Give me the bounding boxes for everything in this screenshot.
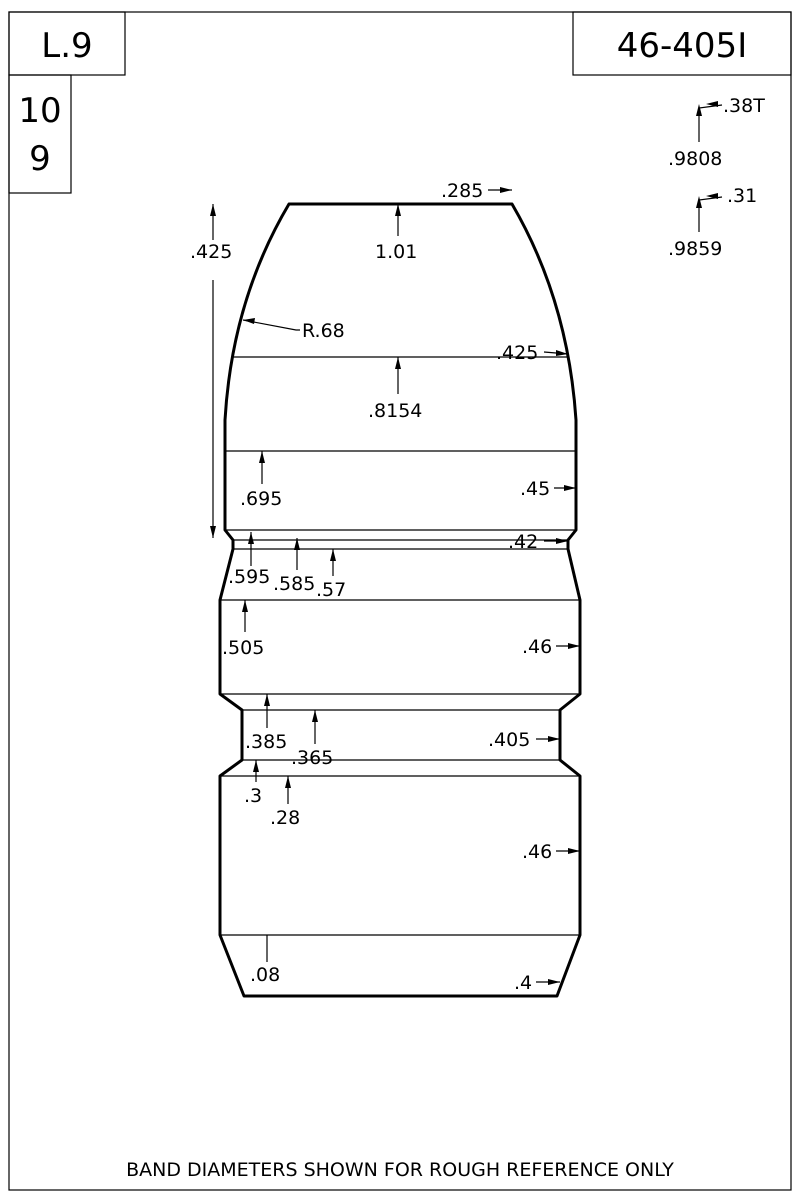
band2-dia-label: .46 (522, 636, 553, 658)
spec-2-value: .31 (727, 185, 758, 207)
ogive-len-dim (368, 357, 422, 422)
band1-len-dim (240, 451, 282, 510)
base-dia-dim (514, 972, 560, 994)
groove1-b-dim (273, 538, 315, 595)
band2-dia-dim (522, 636, 580, 658)
groove2-b-dim (291, 710, 333, 769)
nose-top-label: .285 (441, 180, 484, 202)
band1-dia-label: .45 (520, 478, 551, 500)
band1-len-label: .695 (240, 488, 283, 510)
groove2-d-dim (270, 776, 300, 829)
base-len-dim (250, 935, 280, 986)
band3-dia-dim (522, 841, 580, 863)
groove2-c-label: .3 (244, 785, 263, 807)
groove2-a-label: .385 (245, 731, 288, 753)
groove2-a-dim (245, 694, 287, 753)
ogive-len-label: .8154 (368, 400, 423, 422)
band1-dia-dim (520, 478, 576, 500)
radius-dim (243, 318, 345, 342)
cavity-line-1: 10 (18, 91, 62, 131)
groove1-a-label: .595 (228, 566, 271, 588)
radius-label: R.68 (302, 320, 345, 342)
page-border (9, 12, 791, 1190)
ogive-dia-dim (496, 342, 568, 364)
groove1-dia-dim (508, 531, 568, 553)
spec-1-sub: .9808 (668, 148, 723, 170)
groove1-dia-label: .42 (508, 531, 539, 553)
band2-len-dim (222, 600, 264, 659)
cavity-line-2: 9 (29, 139, 51, 179)
groove2-c-dim (244, 760, 262, 807)
base-len-label: .08 (250, 964, 281, 986)
groove2-dia-dim (488, 729, 560, 751)
ogive-dia-label: .425 (496, 342, 539, 364)
right-code: 46-405I (616, 26, 748, 66)
spec-1 (668, 95, 765, 170)
band3-dia-label: .46 (522, 841, 553, 863)
nose-length-dim (375, 204, 417, 263)
groove2-d-label: .28 (270, 807, 301, 829)
nose-length-label: 1.01 (375, 241, 418, 263)
base-dia-label: .4 (514, 972, 533, 994)
overall-nose-label: .425 (190, 241, 233, 263)
band2-len-label: .505 (222, 637, 265, 659)
groove1-c-dim (316, 549, 346, 601)
spec-2 (668, 185, 757, 260)
groove2-b-label: .365 (291, 747, 334, 769)
groove1-c-label: .57 (316, 579, 347, 601)
footer-note: BAND DIAMETERS SHOWN FOR ROUGH REFERENCE ONLY (126, 1159, 674, 1181)
nose-top-dim (441, 180, 512, 202)
left-code: L.9 (41, 26, 93, 66)
spec-1-value: .38T (723, 95, 765, 117)
groove2-dia-label: .405 (488, 729, 531, 751)
groove1-b-label: .585 (273, 573, 316, 595)
spec-2-sub: .9859 (668, 238, 723, 260)
